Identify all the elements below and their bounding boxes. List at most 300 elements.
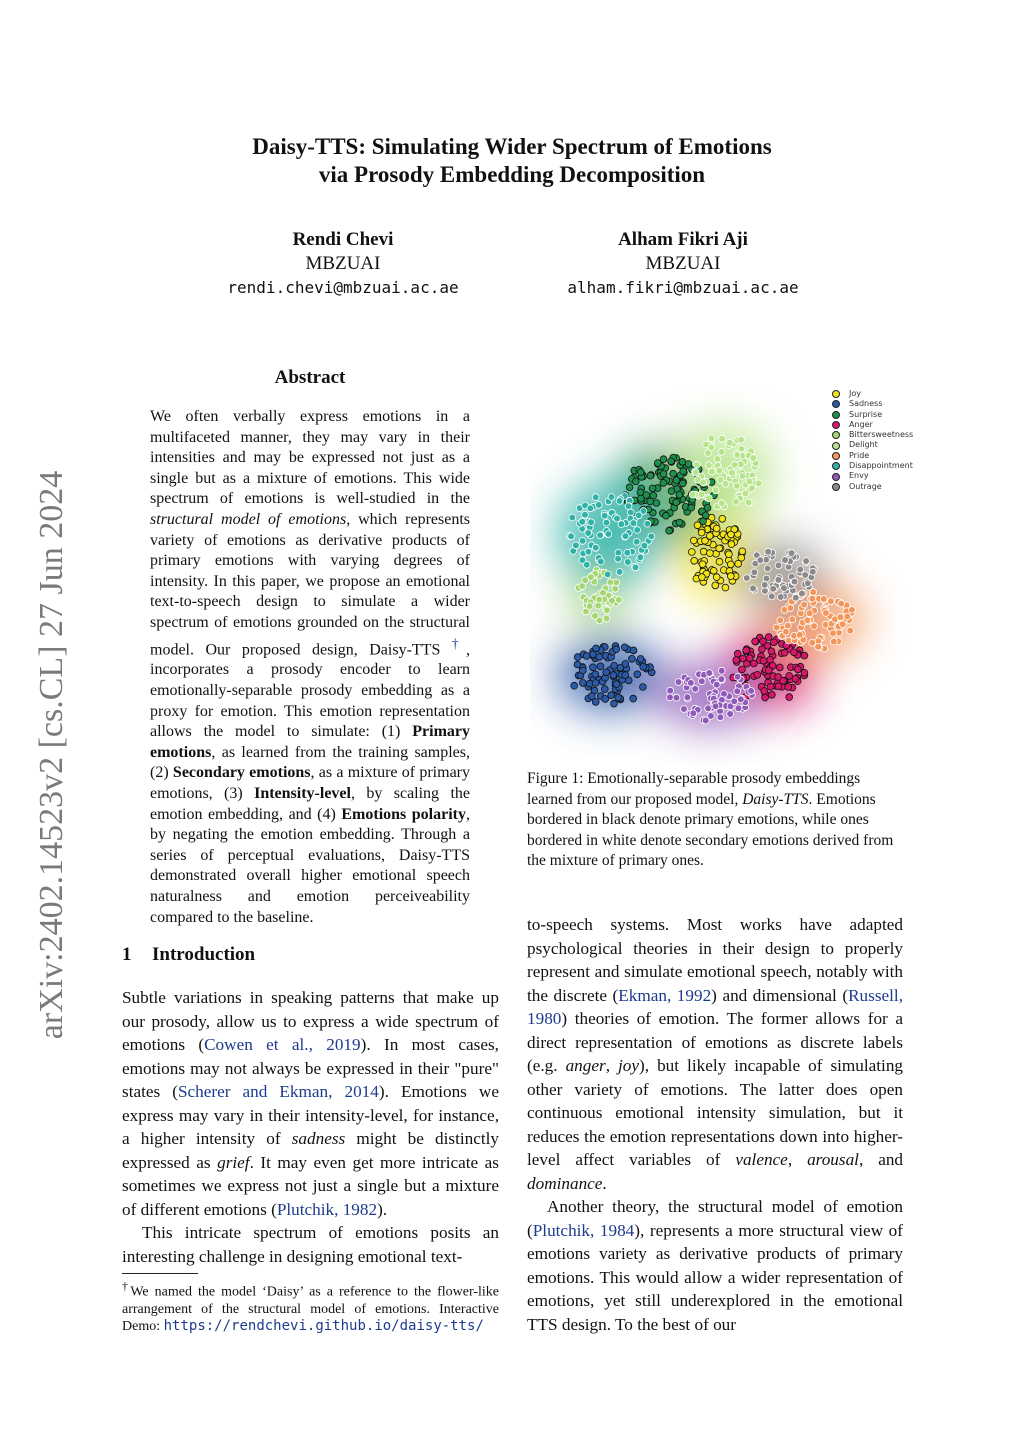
embedding-point xyxy=(707,550,714,557)
paragraph: Subtle variations in speaking patterns that make up our prosody, allow us to express a wide spectrum of emotions (Cowen et al., 2019). In most cases, emotions may not always be expressed in their "pure" states (Scherer and Ekman, 2014). Emotions we express may vary in their intensity-level, for instance, a higher intensity of sadness might be distinctly expressed as grief. It may even get more intricate as sometimes we express not just a single but a mixture of different emotions (Plutchik, 1982). xyxy=(122,988,499,1219)
embedding-point xyxy=(618,521,625,528)
embedding-point xyxy=(768,593,775,600)
legend-swatch xyxy=(832,473,840,481)
embedding-point xyxy=(734,452,741,459)
embedding-point xyxy=(703,441,710,448)
embedding-point xyxy=(785,684,792,691)
embedding-point xyxy=(737,696,744,703)
embedding-point xyxy=(804,617,811,624)
embedding-point xyxy=(713,681,720,688)
embedding-point xyxy=(592,494,599,501)
embedding-point xyxy=(750,585,757,592)
embedding-point xyxy=(729,469,736,476)
legend-swatch xyxy=(832,442,840,450)
legend-item: Outrage xyxy=(832,482,913,492)
embedding-point xyxy=(700,548,707,555)
embedding-point xyxy=(579,667,586,674)
embedding-point xyxy=(844,613,851,620)
citation-link[interactable]: Ekman, 1992 xyxy=(618,985,712,1005)
embedding-point xyxy=(688,549,695,556)
embedding-point xyxy=(801,601,808,608)
embedding-point xyxy=(644,520,651,527)
embedding-point xyxy=(708,713,715,720)
embedding-point xyxy=(718,449,725,456)
embedding-point xyxy=(640,663,647,670)
embedding-point xyxy=(698,678,705,685)
embedding-point xyxy=(751,569,758,576)
embedding-point xyxy=(630,695,637,702)
embedding-point xyxy=(654,460,661,467)
embedding-point xyxy=(579,518,586,525)
embedding-point xyxy=(801,669,808,676)
embedding-point xyxy=(649,485,656,492)
embedding-point xyxy=(571,682,578,689)
embedding-point xyxy=(670,470,677,477)
embedding-point xyxy=(786,694,793,701)
embedding-point xyxy=(734,483,741,490)
embedding-point xyxy=(789,616,796,623)
embedding-point xyxy=(742,490,749,497)
intro-right-column xyxy=(527,913,903,1336)
legend-item: Sadness xyxy=(832,399,913,409)
embedding-point xyxy=(726,551,733,558)
embedding-point xyxy=(630,520,637,527)
embedding-point xyxy=(668,488,675,495)
embedding-point xyxy=(727,711,734,718)
embedding-point xyxy=(602,696,609,703)
embedding-point xyxy=(771,639,778,646)
embedding-point xyxy=(574,661,581,668)
embedding-point xyxy=(684,694,691,701)
embedding-point xyxy=(782,557,789,564)
embedding-point xyxy=(765,548,772,555)
embedding-point xyxy=(820,596,827,603)
embedding-point xyxy=(675,679,682,686)
author-email[interactable]: rendi.chevi@mbzuai.ac.ae xyxy=(227,278,459,297)
embedding-point xyxy=(775,577,782,584)
embedding-point xyxy=(735,705,742,712)
embedding-point xyxy=(603,519,610,526)
embedding-point xyxy=(587,574,594,581)
embedding-point xyxy=(792,675,799,682)
embedding-point xyxy=(734,673,741,680)
legend-item: Surprise xyxy=(832,410,913,420)
embedding-point xyxy=(613,646,620,653)
embedding-point xyxy=(760,657,767,664)
embedding-point xyxy=(743,575,750,582)
embedding-point xyxy=(583,653,590,660)
embedding-point xyxy=(595,502,602,509)
embedding-point xyxy=(791,578,798,585)
embedding-point xyxy=(746,478,753,485)
embedding-point xyxy=(733,657,740,664)
embedding-point xyxy=(749,485,756,492)
embedding-point xyxy=(592,544,599,551)
embedding-point xyxy=(601,686,608,693)
embedding-point xyxy=(702,512,709,519)
embedding-point xyxy=(615,694,622,701)
embedding-point xyxy=(690,710,697,717)
embedding-point xyxy=(573,542,580,549)
embedding-point xyxy=(604,607,611,614)
citation-link[interactable]: Cowen et al., 2019 xyxy=(204,1035,361,1054)
embedding-point xyxy=(611,700,618,707)
embedding-point xyxy=(761,688,768,695)
embedding-point xyxy=(574,654,581,661)
embedding-point xyxy=(569,514,576,521)
embedding-point xyxy=(579,538,586,545)
embedding-point xyxy=(700,479,707,486)
embedding-point xyxy=(801,652,808,659)
embedding-point xyxy=(788,550,795,557)
embedding-point xyxy=(633,538,640,545)
embedding-point xyxy=(624,549,631,556)
footnote-marker[interactable]: † xyxy=(451,635,466,651)
embedding-point xyxy=(608,692,615,699)
embedding-point xyxy=(719,435,726,442)
legend-item: Envy xyxy=(832,471,913,481)
embedding-point xyxy=(597,532,604,539)
embedding-point xyxy=(761,582,768,589)
legend-swatch xyxy=(832,462,840,470)
figure-caption: Figure 1: Emotionally-separable prosody embeddings learned from our proposed model, Daisy-TTS. Emotions bordered in black denote primary emotions, while ones bordered in white denote secondary emotions derived from the mixture of primary ones. xyxy=(527,770,894,870)
embedding-point xyxy=(667,687,674,694)
embedding-point xyxy=(777,594,784,601)
embedding-point xyxy=(653,500,660,507)
embedding-point xyxy=(750,455,757,462)
embedding-point xyxy=(668,458,675,465)
legend-swatch xyxy=(832,421,840,429)
embedding-point xyxy=(641,542,648,549)
embedding-point xyxy=(608,494,615,501)
embedding-point xyxy=(706,495,713,502)
embedding-point xyxy=(638,495,645,502)
embedding-point xyxy=(763,575,770,582)
embedding-point xyxy=(806,610,813,617)
embedding-point xyxy=(615,555,622,562)
legend-swatch xyxy=(832,411,840,419)
embedding-point xyxy=(689,491,696,498)
embedding-point xyxy=(775,683,782,690)
embedding-point xyxy=(595,602,602,609)
embedding-point xyxy=(612,585,619,592)
embedding-point xyxy=(726,439,733,446)
embedding-point xyxy=(613,681,620,688)
embedding-point xyxy=(663,512,670,519)
embedding-point xyxy=(731,698,738,705)
embedding-point xyxy=(722,584,729,591)
embedding-point xyxy=(830,630,837,637)
embedding-point xyxy=(734,688,741,695)
author-name: Alham Fikri Aji xyxy=(618,229,748,250)
embedding-point xyxy=(637,554,644,561)
title-line-1: Daisy-TTS: Simulating Wider Spectrum of Emotions xyxy=(252,134,772,159)
embedding-point xyxy=(673,499,680,506)
embedding-point xyxy=(792,594,799,601)
embedding-point xyxy=(634,527,641,534)
embedding-point xyxy=(583,561,590,568)
embedding-point xyxy=(568,533,575,540)
title-line-2: via Prosody Embedding Decomposition xyxy=(318,162,706,187)
embedding-point xyxy=(775,562,782,569)
embedding-point xyxy=(815,643,822,650)
embedding-point xyxy=(630,647,637,654)
embedding-point xyxy=(755,480,762,487)
section-heading xyxy=(122,944,255,966)
footnote-rule xyxy=(122,1273,198,1274)
citation-link[interactable]: Plutchik, 1982 xyxy=(276,1199,378,1219)
embedding-point xyxy=(660,480,667,487)
abstract-body: We often verbally express emotions in a multifaceted manner, they may vary in their intensities and may be expressed not just as a single but as a mixture of emotions. This wide spectrum of emotions is well-studied in the structural model of emotions, which represents variety of emotions as derivative products of primary emotions with varying degrees of intensity. In this paper, we propose an emotional text-to-speech design to simulate a wider spectrum of emotions grounded on the structural model. Our proposed design, Daisy-TTS †, incorporates a prosody encoder to learn emotionally-separable prosody embedding as a proxy for emotion. This emotion representation allows the model to simulate: (1) Primary emotions, as learned from the training samples, (2) Secondary emotions, as a mixture of primary emotions, (3) Intensity-level, by scaling the emotion embedding, and (4) Emotions polarity, by negating the emotion embedding. Through a series of perceptual evaluations, Daisy-TTS demonstrated overall higher emotional speech naturalness and emotion perceiveability compared to the baseline. xyxy=(150,408,471,926)
embedding-point xyxy=(660,471,667,478)
embedding-point xyxy=(629,655,636,662)
embedding-point xyxy=(596,653,603,660)
paragraph: to-speech systems. Most works have adapted psychological theories in their design to properly represent and simulate emotional speech, notably with the discrete (Ekman, 1992) and dimensional (Russell, 1980) theories of emotion. The former allows for a direct representation of emotions as discrete labels (e.g. anger, joy), but likely incapable of simulating other variety of emotions. The latter does open continuous emotional intensity simulation, but it reduces the emotion representations down into higher-level affect variables of valence, arousal, and dominance. xyxy=(527,915,904,1193)
embedding-point xyxy=(708,435,715,442)
embedding-point xyxy=(719,515,726,522)
embedding-point xyxy=(760,638,767,645)
embedding-point xyxy=(809,595,816,602)
embedding-point xyxy=(745,499,752,506)
legend-swatch xyxy=(832,452,840,460)
embedding-point xyxy=(795,666,802,673)
embedding-point xyxy=(587,505,594,512)
legend-item: Joy xyxy=(832,389,913,399)
paragraph: Another theory, the structural model of emotion (Plutchik, 1984), represents a more structural view of emotions variety as derivative products of primary emotions. This would allow a wider representation of emotions, yet still underexplored in the emotional TTS design. To the best of our xyxy=(527,1197,903,1334)
embedding-point xyxy=(621,644,628,651)
embedding-point xyxy=(614,515,621,522)
embedding-point xyxy=(739,666,746,673)
embedding-point xyxy=(791,649,798,656)
embedding-point xyxy=(727,573,734,580)
embedding-point xyxy=(710,567,717,574)
abstract-heading: Abstract xyxy=(274,367,346,388)
embedding-point xyxy=(601,512,608,519)
intro-left-column xyxy=(122,986,499,1268)
legend-swatch xyxy=(832,390,840,398)
embedding-point xyxy=(719,500,726,507)
embedding-point xyxy=(781,585,788,592)
embedding-point xyxy=(626,484,633,491)
embedding-point xyxy=(666,527,673,534)
embedding-point xyxy=(588,519,595,526)
embedding-point xyxy=(625,503,632,510)
embedding-point xyxy=(597,663,604,670)
embedding-point xyxy=(746,655,753,662)
embedding-point xyxy=(733,498,740,505)
embedding-point xyxy=(757,557,764,564)
author-block-2 xyxy=(518,228,848,300)
embedding-point xyxy=(722,480,729,487)
embedding-point xyxy=(637,469,644,476)
figure-legend xyxy=(832,389,913,492)
embedding-point xyxy=(718,667,725,674)
legend-swatch xyxy=(832,431,840,439)
embedding-point xyxy=(647,472,654,479)
embedding-point xyxy=(713,525,720,532)
embedding-point xyxy=(716,558,723,565)
legend-item: Pride xyxy=(832,451,913,461)
embedding-point xyxy=(712,487,719,494)
legend-item: Delight xyxy=(832,440,913,450)
embedding-point xyxy=(580,680,587,687)
paper-title xyxy=(150,133,874,189)
legend-item: Anger xyxy=(832,420,913,430)
embedding-point xyxy=(693,461,700,468)
embedding-point xyxy=(847,627,854,634)
embedding-point xyxy=(616,569,623,576)
embedding-point xyxy=(799,590,806,597)
section-title: Introduction xyxy=(152,944,256,965)
embedding-point xyxy=(688,504,695,511)
legend-swatch xyxy=(832,483,840,491)
embedding-point xyxy=(739,473,746,480)
embedding-point xyxy=(735,560,742,567)
embedding-point xyxy=(676,519,683,526)
embedding-point xyxy=(764,565,771,572)
embedding-point xyxy=(692,686,699,693)
embedding-point xyxy=(809,568,816,575)
embedding-point xyxy=(762,694,769,701)
embedding-point xyxy=(667,694,674,701)
embedding-point xyxy=(605,531,612,538)
embedding-point xyxy=(616,498,623,505)
embedding-point xyxy=(759,646,766,653)
legend-item: Disappointment xyxy=(832,461,913,471)
embedding-point xyxy=(768,648,775,655)
author-affiliation: MBZUAI xyxy=(645,253,721,274)
embedding-point xyxy=(632,478,639,485)
embedding-point xyxy=(728,531,735,538)
embedding-point xyxy=(738,445,745,452)
embedding-point xyxy=(706,670,713,677)
embedding-point xyxy=(713,574,720,581)
embedding-point xyxy=(802,572,809,579)
embedding-point xyxy=(679,458,686,465)
embedding-point xyxy=(582,511,589,518)
embedding-point xyxy=(637,656,644,663)
embedding-point xyxy=(769,691,776,698)
embedding-point xyxy=(616,597,623,604)
embedding-point xyxy=(647,498,654,505)
embedding-point xyxy=(687,680,694,687)
author-name: Rendi Chevi xyxy=(292,229,394,250)
embedding-point xyxy=(728,541,735,548)
embedding-point xyxy=(714,456,721,463)
embedding-point xyxy=(796,631,803,638)
embedding-point xyxy=(699,574,706,581)
embedding-point xyxy=(837,614,844,621)
embedding-point xyxy=(823,610,830,617)
embedding-point xyxy=(783,628,790,635)
embedding-point xyxy=(827,598,834,605)
embedding-point xyxy=(607,579,614,586)
paragraph: This intricate spectrum of emotions posits an interesting challenge in designing emotional text- xyxy=(122,1223,499,1266)
embedding-point xyxy=(640,508,647,515)
embedding-point xyxy=(611,662,618,669)
embedding-point xyxy=(809,639,816,646)
embedding-point xyxy=(586,603,593,610)
citation-link[interactable]: Plutchik, 1984 xyxy=(532,1220,635,1240)
embedding-point xyxy=(681,706,688,713)
author-email[interactable]: alham.fikri@mbzuai.ac.ae xyxy=(567,278,799,297)
embedding-point xyxy=(603,669,610,676)
embedding-point xyxy=(624,559,631,566)
embedding-point xyxy=(797,566,804,573)
embedding-point xyxy=(585,548,592,555)
embedding-point xyxy=(727,561,734,568)
embedding-point xyxy=(592,613,599,620)
arxiv-stamp xyxy=(12,455,82,1055)
embedding-point xyxy=(849,606,856,613)
embedding-point xyxy=(773,624,780,631)
embedding-point xyxy=(690,537,697,544)
embedding-point xyxy=(676,491,683,498)
embedding-point xyxy=(718,676,725,683)
embedding-point xyxy=(610,672,617,679)
embedding-point xyxy=(777,617,784,624)
embedding-point xyxy=(597,558,604,565)
embedding-point xyxy=(748,688,755,695)
embedding-point xyxy=(803,558,810,565)
embedding-point xyxy=(765,667,772,674)
section-number: 1 xyxy=(122,944,132,965)
embedding-point xyxy=(698,491,705,498)
embedding-point xyxy=(622,672,629,679)
embedding-point xyxy=(712,582,719,589)
embedding-point xyxy=(585,530,592,537)
footnote: †We named the model ‘Daisy’ as a reference to the flower-like arrangement of the structural model of emotions. Interactive Demo: https://rendchevi.github.io/daisy-tts/ xyxy=(122,1280,499,1334)
embedding-point xyxy=(738,436,745,443)
legend-item: Bittersweetness xyxy=(832,430,913,440)
embedding-point xyxy=(709,468,716,475)
embedding-point xyxy=(680,468,687,475)
embedding-point xyxy=(776,664,783,671)
embedding-point xyxy=(600,589,607,596)
embedding-point xyxy=(804,580,811,587)
embedding-point xyxy=(717,714,724,721)
demo-url-link[interactable]: https://rendchevi.github.io/daisy-tts/ xyxy=(163,1317,484,1334)
embedding-point xyxy=(739,548,746,555)
arxiv-id: arXiv:2402.14523v2 [cs.CL] 27 Jun 2024 xyxy=(33,470,70,1040)
embedding-point xyxy=(712,703,719,710)
embedding-point xyxy=(640,684,647,691)
citation-link[interactable]: Scherer and Ekman, 2014 xyxy=(177,1082,379,1101)
embedding-point xyxy=(593,645,600,652)
embedding-point xyxy=(592,680,599,687)
embedding-point xyxy=(754,671,761,678)
embedding-point xyxy=(706,533,713,540)
embedding-point xyxy=(691,557,698,564)
embedding-point xyxy=(692,469,699,476)
embedding-point xyxy=(634,671,641,678)
legend-swatch xyxy=(832,400,840,408)
embedding-point xyxy=(698,529,705,536)
embedding-point xyxy=(596,596,603,603)
citation-link[interactable]: Russell, 1980 xyxy=(527,985,904,1028)
embedding-point xyxy=(617,665,624,672)
embedding-point xyxy=(770,585,777,592)
embedding-point xyxy=(679,480,686,487)
embedding-point xyxy=(592,699,599,706)
embedding-point xyxy=(699,561,706,568)
embedding-point xyxy=(767,683,774,690)
embedding-point xyxy=(705,462,712,469)
embedding-point xyxy=(603,615,610,622)
embedding-point xyxy=(632,564,639,571)
embedding-point xyxy=(590,664,597,671)
embedding-point xyxy=(716,545,723,552)
